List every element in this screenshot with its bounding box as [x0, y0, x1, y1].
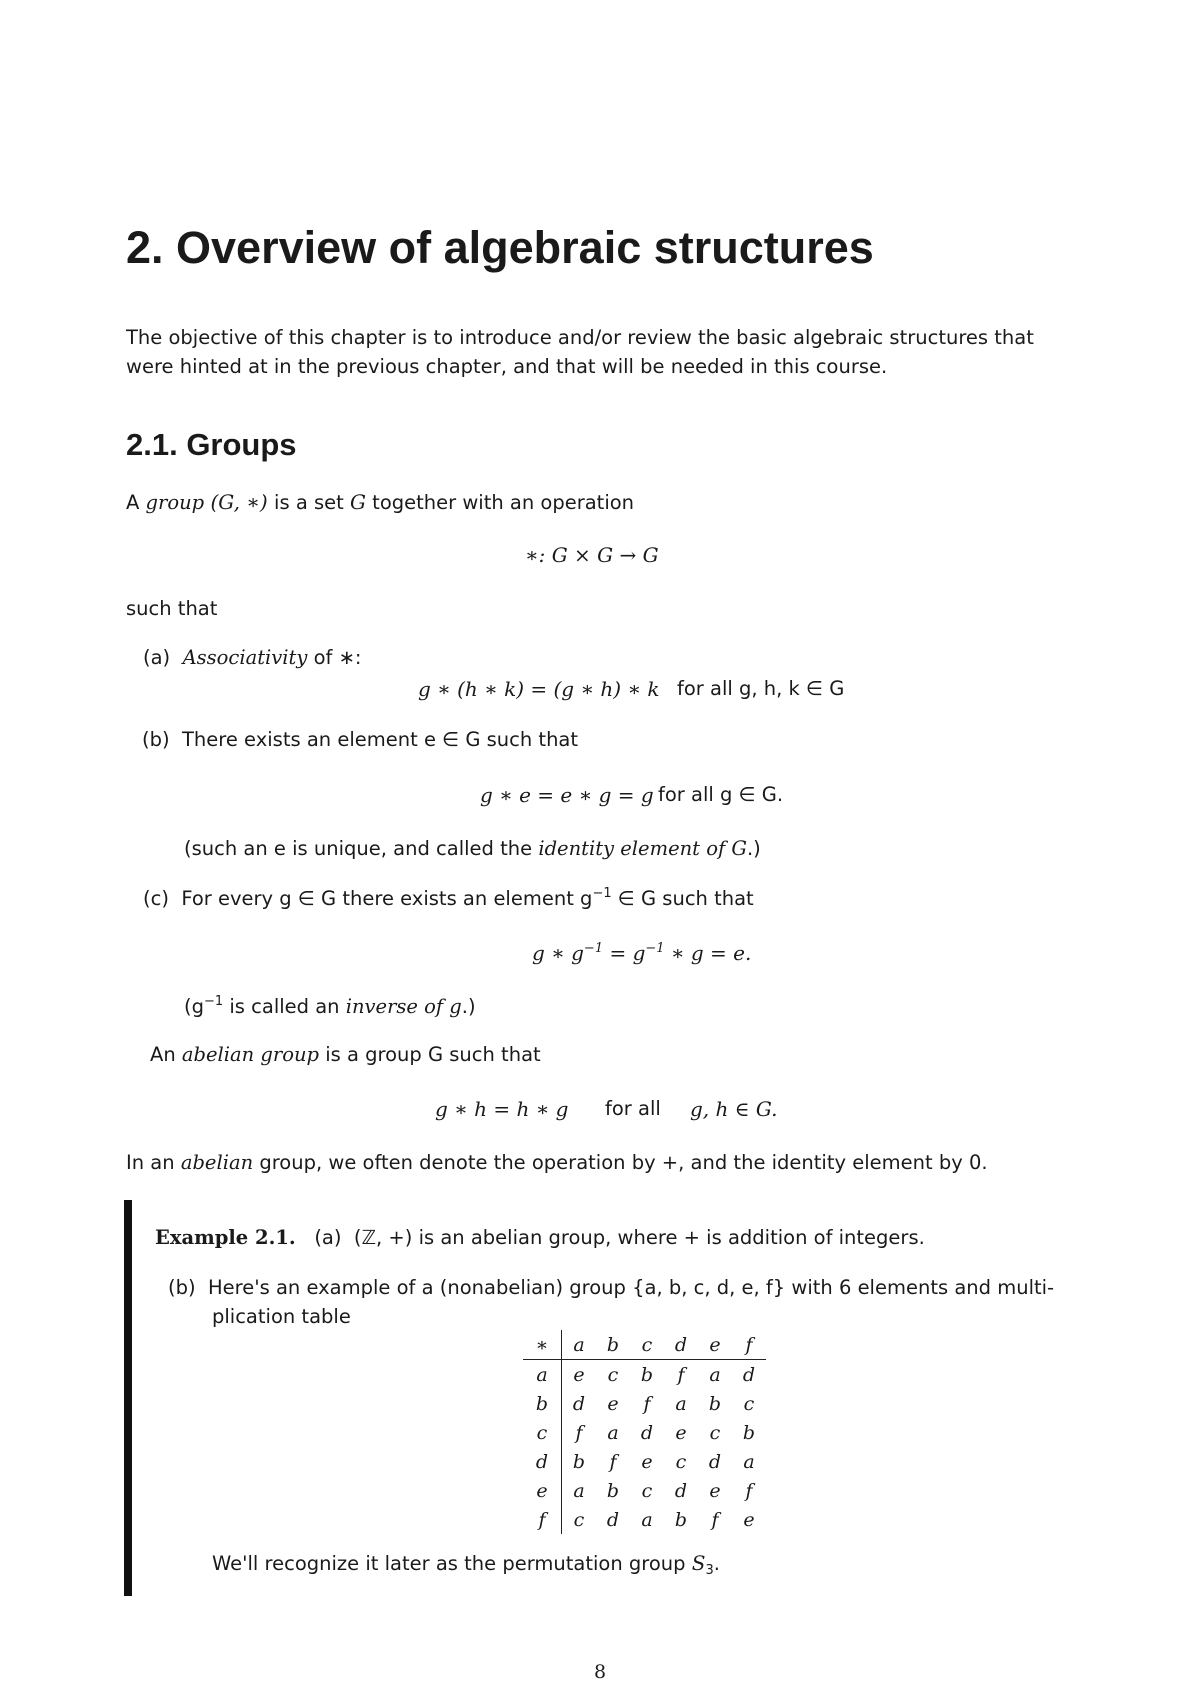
associativity-formula: g ∗ (h ∗ k) = (g ∗ h) ∗ k [418, 677, 660, 701]
table-row-head: d [523, 1447, 562, 1476]
table-cell: c [743, 1392, 755, 1415]
operation-formula: ∗: G × G → G [525, 543, 659, 567]
table-cell: b [606, 1479, 620, 1502]
table-cell: a [675, 1392, 687, 1415]
table-header-cell: a [562, 1330, 597, 1360]
table-header-cell: c [630, 1330, 664, 1360]
such-that: such that [126, 597, 218, 620]
table-cell: a [743, 1450, 755, 1473]
table-cell: e [709, 1479, 721, 1502]
chapter-title: 2. Overview of algebraic structures [126, 222, 874, 273]
example-closing: We'll recognize it later as the permutation group $S_3$. [212, 1551, 720, 1578]
inverse-note: ($g^{-1}$ is called an inverse of g.) [184, 994, 476, 1018]
table-cell: b [742, 1421, 756, 1444]
table-cell: e [641, 1450, 653, 1473]
table-cell: b [708, 1392, 722, 1415]
identity-forall: for all g ∈ G. [658, 783, 784, 806]
table-cell: f [677, 1363, 685, 1386]
identity-note: (such an e is unique, and called the identity element of G.) [184, 837, 761, 860]
table-header-cell: d [664, 1330, 698, 1360]
table-row [523, 1389, 766, 1418]
abelian-formula: g ∗ h = h ∗ g [435, 1097, 569, 1121]
example-heading: Example 2.1. (a) (ℤ, +) is an abelian group, where + is addition of integers. [155, 1226, 925, 1249]
table-row-head: e [523, 1476, 562, 1505]
inverse-formula: g ∗ $g^{-1} = g^{-1}$ ∗ g = e. [532, 941, 752, 965]
table-cell: c [641, 1479, 653, 1502]
abelian-vars: g, h ∈ G. [690, 1097, 778, 1121]
table-cell: d [572, 1392, 586, 1415]
section-title: 2.1. Groups [126, 427, 297, 462]
associativity-forall: for all g, h, k ∈ G [677, 677, 845, 700]
table-row-head: c [523, 1418, 562, 1447]
table-cell: f [643, 1392, 651, 1415]
term-group: group [145, 491, 205, 514]
table-row-head: a [523, 1360, 562, 1390]
table-cell: d [606, 1508, 620, 1531]
table-cell: a [607, 1421, 619, 1444]
table-row [523, 1476, 766, 1505]
table-cell: f [609, 1450, 617, 1473]
table-row-head: f [523, 1505, 562, 1534]
table-cell: e [675, 1421, 687, 1444]
item-a: (a) Associativity of ∗: [143, 646, 362, 669]
group-definition: A group (G, ∗) is a set G together with an operation [126, 490, 635, 514]
intro-line-1: The objective of this chapter is to introduce and/or review the basic algebraic structures that [126, 326, 1034, 349]
table-header-cell: b [596, 1330, 630, 1360]
table-row-head: b [523, 1389, 562, 1418]
item-c: (c) For every g ∈ G there exists an element $g^{-1}$ ∈ G such that [143, 886, 754, 910]
table-cell: a [709, 1363, 721, 1386]
table-cell: e [743, 1508, 755, 1531]
table-cell: d [708, 1450, 722, 1473]
table-cell: a [641, 1508, 653, 1531]
abelian-forall: for all [605, 1097, 661, 1120]
table-cell: b [572, 1450, 586, 1473]
example-b-line-2: plication table [212, 1305, 351, 1328]
table-row [523, 1360, 766, 1390]
table-cell: a [573, 1479, 585, 1502]
table-cell: c [607, 1363, 619, 1386]
table-cell: d [640, 1421, 654, 1444]
abelian-definition: An abelian group is a group G such that [150, 1043, 541, 1066]
table-cell: f [745, 1479, 753, 1502]
table-cell: d [742, 1363, 756, 1386]
table-row [523, 1505, 766, 1534]
identity-formula: g ∗ e = e ∗ g = g [480, 783, 654, 807]
table-header-cell: e [698, 1330, 732, 1360]
example-b-line-1: (b) Here's an example of a (nonabelian) group {a, b, c, d, e, f} with 6 elements and multi- [168, 1276, 1055, 1299]
table-row [523, 1418, 766, 1447]
table-cell: c [573, 1508, 585, 1531]
table-cell: d [674, 1479, 688, 1502]
page-number: 8 [594, 1661, 607, 1683]
intro-line-2: were hinted at in the previous chapter, and that will be needed in this course. [126, 355, 888, 378]
table-header-cell: f [732, 1330, 766, 1360]
item-b: (b) There exists an element e ∈ G such that [142, 728, 579, 751]
multiplication-table [523, 1330, 766, 1534]
table-cell: c [709, 1421, 721, 1444]
example-label: Example 2.1. [155, 1226, 296, 1249]
table-header-cell: ∗ [523, 1330, 562, 1360]
table-header-row [523, 1330, 766, 1360]
table-row [523, 1447, 766, 1476]
abelian-note: In an abelian group, we often denote the operation by +, and the identity element by 0. [126, 1151, 988, 1174]
table-cell: c [675, 1450, 687, 1473]
table-cell: e [573, 1363, 585, 1386]
table-cell: b [674, 1508, 688, 1531]
table-cell: f [711, 1508, 719, 1531]
table-cell: b [640, 1363, 654, 1386]
example-bar [124, 1200, 132, 1596]
table-cell: e [607, 1392, 619, 1415]
table-cell: f [575, 1421, 583, 1444]
